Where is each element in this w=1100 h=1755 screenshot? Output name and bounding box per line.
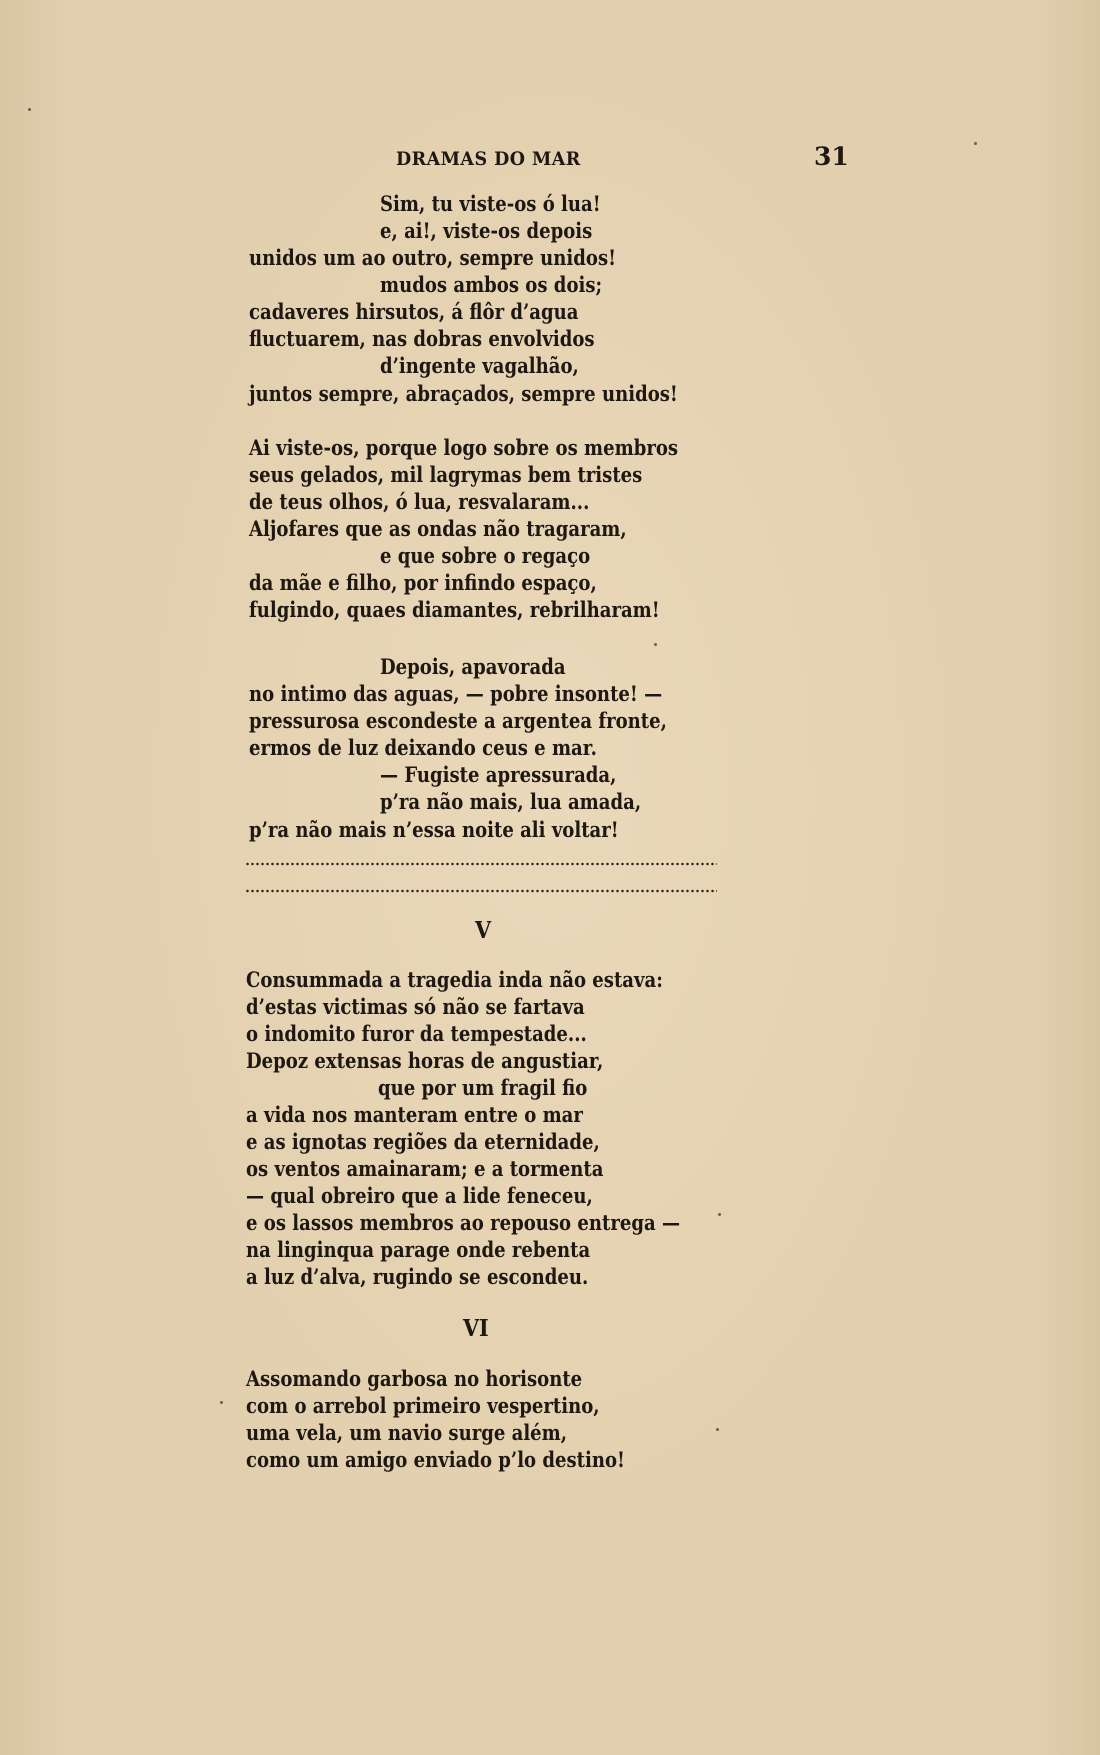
verse-line: — Fugiste apressurada, — [380, 762, 617, 787]
verse-line: e os lassos membros ao repouso entrega — — [246, 1210, 681, 1235]
section-number: VI — [463, 1315, 489, 1342]
verse-line: como um amigo enviado p’lo destino! — [246, 1447, 625, 1472]
verse-line: uma vela, um navio surge além, — [246, 1420, 568, 1445]
verse-line: Ai viste-os, porque logo sobre os membros — [249, 435, 679, 460]
verse-line: o indomito furor da tempestade... — [246, 1021, 587, 1046]
verse-line: Depois, apavorada — [380, 654, 566, 679]
verse-line: a luz d’alva, rugindo se escondeu. — [246, 1264, 589, 1289]
verse-line: e que sobre o regaço — [380, 543, 591, 568]
verse-line: fluctuarem, nas dobras envolvidos — [249, 326, 595, 351]
paper-speck — [716, 1428, 719, 1431]
verse-line: no intimo das aguas, — pobre insonte! — — [249, 681, 663, 706]
verse-line: — qual obreiro que a lide feneceu, — [246, 1183, 593, 1208]
verse-line: de teus olhos, ó lua, resvalaram... — [249, 489, 590, 514]
paper-speck — [974, 142, 977, 145]
verse-line: seus gelados, mil lagrymas bem tristes — [249, 462, 643, 487]
paper-speck — [28, 108, 31, 111]
verse-line: a vida nos manteram entre o mar — [246, 1102, 583, 1127]
running-header-title: DRAMAS DO MAR — [396, 148, 581, 170]
verse-line: na linginqua parage onde rebenta — [246, 1237, 591, 1262]
verse-line: Aljofares que as ondas não tragaram, — [249, 516, 627, 541]
dotted-rule — [245, 889, 717, 893]
verse-line: mudos ambos os dois; — [380, 272, 603, 297]
paper-speck — [718, 1213, 721, 1216]
verse-line: p’ra não mais, lua amada, — [380, 789, 642, 814]
verse-line: os ventos amainaram; e a tormenta — [246, 1156, 604, 1181]
verse-line: Depoz extensas horas de angustiar, — [246, 1048, 604, 1073]
dotted-rule — [245, 862, 717, 866]
verse-line: Assomando garbosa no horisonte — [246, 1366, 583, 1391]
verse-line: e, ai!, viste-os depois — [380, 218, 593, 243]
verse-line: d’ingente vagalhão, — [380, 353, 579, 378]
verse-line: unidos um ao outro, sempre unidos! — [249, 245, 617, 270]
verse-line: da mãe e filho, por infindo espaço, — [249, 570, 597, 595]
verse-line: pressurosa escondeste a argentea fronte, — [249, 708, 667, 733]
verse-line: juntos sempre, abraçados, sempre unidos! — [249, 381, 678, 406]
verse-line: Consummada a tragedia inda não estava: — [246, 967, 663, 992]
page-number: 31 — [814, 142, 849, 171]
verse-line: ermos de luz deixando ceus e mar. — [249, 735, 597, 760]
verse-line: fulgindo, quaes diamantes, rebrilharam! — [249, 597, 660, 622]
verse-line: cadaveres hirsutos, á flôr d’agua — [249, 299, 579, 324]
verse-line: que por um fragil fio — [378, 1075, 588, 1100]
section-number: V — [475, 917, 492, 944]
verse-line: p’ra não mais n’essa noite ali voltar! — [249, 817, 619, 842]
paper-speck — [220, 1401, 223, 1404]
verse-line: Sim, tu viste-os ó lua! — [380, 191, 601, 216]
verse-line: d’estas victimas só não se fartava — [246, 994, 585, 1019]
verse-line: e as ignotas regiões da eternidade, — [246, 1129, 600, 1154]
verse-line: com o arrebol primeiro vespertino, — [246, 1393, 600, 1418]
paper-speck — [654, 643, 657, 646]
